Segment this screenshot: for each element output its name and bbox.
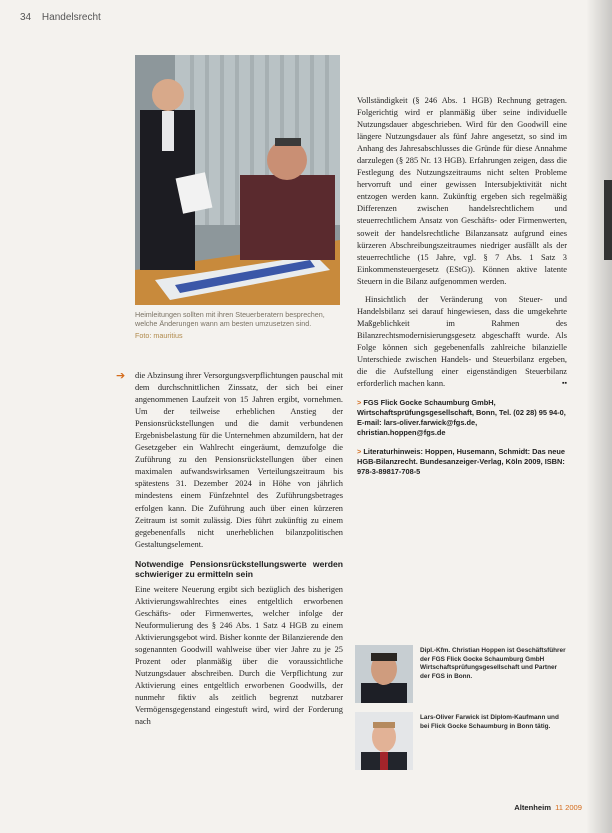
caption-text: Heimleitungen sollten mit ihren Steuerberatern besprechen, welche Änderungen wann am besten umzusetzen sind. xyxy=(135,310,325,329)
author-portrait xyxy=(355,645,413,703)
right-paragraph-2-text: Hinsichtlich der Veränderung von Steuer- und Handelsbilanz sei darauf hingewiesen, dass die umgekehrte Maßgeblichkeit im Rahmen des Bilanzrechtsmodernisierungsgesetz abgeschafft wurde. Als Folge können sich gegebenenfalls zahlreiche bilanzielle Unterschiede zwischen Handels- und Steuerbilanz ergeben, die die Aufstellung einer eigenständigen Steuerbilanz erforderlich machen kann. xyxy=(357,294,567,389)
photo-credit: Foto: mauritius xyxy=(135,330,183,340)
article-photo xyxy=(135,55,340,305)
right-paragraph-2 xyxy=(357,294,567,390)
literature-text: Literaturhinweis: Hoppen, Husemann, Schmidt: Das neue HGB-Bilanzrecht. Bundesanzeiger-Verlag, Köln 2009, ISBN: 978-3-89817-708-5 xyxy=(357,446,566,476)
contact-text: FGS Flick Gocke Schaumburg GmbH, Wirtschaftsprüfungsgesellschaft, Bonn, Tel. (02 28) 95 94-0, E-mail: lars-oliver.farwick@fgs.de, christian.hoppen@fgs.de xyxy=(357,398,566,438)
page-header xyxy=(20,12,101,23)
page-footer xyxy=(514,803,582,812)
bullet-marker: > xyxy=(357,398,362,408)
subheading: Notwendige Pensionsrückstellungswerte werden schwieriger zu ermitteln sein xyxy=(135,558,343,580)
author-box-hoppen xyxy=(355,645,570,703)
contact-note xyxy=(357,398,567,438)
bullet-marker: > xyxy=(357,446,362,456)
section-title: Handelsrecht xyxy=(41,12,101,23)
left-paragraph-2: Eine weitere Neuerung ergibt sich bezüglich des bisherigen Aktivierungswahlrechtes eines entgeltlich erworbenen Geschäfts- oder Firmenwertes, welcher infolge der Neuformulierung des § 246 Abs. 1 Satz 4 HGB zu einem Aktivierungsgebot wird. Bisher konnte der Bilanzierende den sogenannten Goodwill wahlweise über vier Jahre zu je 25 Prozent oder planmäßig über die voraussichtliche Nutzungsdauer abschreiben. Durch die Verpflichtung zur Aktivierung eines entgeltlich erworbenen Goodwills, der nunmehr fiktiv als zeitlich begrenzt nutzbarer Vermögensgegenstand eingestuft wird, wird der Forderung nach xyxy=(135,584,343,727)
author-bio: Dipl.-Kfm. Christian Hoppen ist Geschäftsführer der FGS Flick Gocke Schaumburg GmbH Wirtschaftsprüfungsgesellschaft und Partner der FGS in Bonn. xyxy=(420,647,566,680)
edge-tab-marker xyxy=(604,180,612,260)
right-column xyxy=(357,95,567,483)
issue-number: 11 2009 xyxy=(555,803,582,812)
magazine-name: Altenheim xyxy=(514,803,551,812)
end-mark: ▪▪ xyxy=(562,380,567,388)
author-box-farwick xyxy=(355,712,570,770)
author-portrait xyxy=(355,712,413,770)
left-column xyxy=(135,370,343,734)
continuation-arrow-icon: ➔ xyxy=(116,369,126,382)
binding-shadow xyxy=(586,0,612,833)
page-number: 34 xyxy=(20,12,32,23)
author-bio: Lars-Oliver Farwick ist Diplom-Kaufmann und bei Flick Gocke Schaumburg in Bonn tätig. xyxy=(420,714,559,730)
literature-note xyxy=(357,447,567,477)
left-paragraph-1: die Abzinsung ihrer Versorgungsverpflichtungen pauschal mit dem durchschnittlichen Zinssatz, der sich bei einer angenommenen Laufzeit von 15 Jahren ergibt, vornehmen. Um der teilweise erheblichen Anstieg der Pensionsrückstellungen und die damit verbundenen Ergebnisbelastung für die Unternehmen abzumildern, hat der Gesetzgeber ein Wahlrecht eingeräumt, demzufolge die Zuführung zu den Pensionsrückstellungen über einen maximalen aufwandswirksamen Verteilungszeitraum bis spätestens 31. Dezember 2024 in Höhe von jährlich mindestens einem Fünfzehntel des Zuführungsbetrages erfolgen kann. Die Zuführung auch über einen kürzeren Zeitraum ist somit zulässig. Dies führt zukünftig zu einem gegebenenfalls nicht unerheblichen bilanzpolitischen Gestaltungselement. xyxy=(135,371,343,549)
photo-caption xyxy=(135,310,345,340)
right-paragraph-1: Vollständigkeit (§ 246 Abs. 1 HGB) Rechnung getragen. Folgerichtig wird er planmäßig über seine individuelle Nutzungsdauer abgeschrieben. Wird für den Goodwill eine längere Nutzungsdauer als fünf Jahre angesetzt, so sind im Anhang des Jahresabschlusses die Gründe für diese Annahme darzulegen (§ 285 Nr. 13 HGB). Erfahrungen zeigen, dass die Festlegung des Nutzungszeitraums nicht selten Probleme hervorruft und einer gewissen Intersubjektivität nicht entzogen werden kann. Zukünftig ergeben sich regelmäßig Differenzen zwischen handelsrechtlichem und steuerrechtlichem Ansatz von Geschäfts- oder Firmenwerten, soweit der handelsrechtliche Bilanzansatz aufgrund eines kürzeren Abschreibungszeitraumes niedriger ausfällt als der steuerrechtliche (15 Jahre, vgl. § 7 Abs. 1 Satz 3 Einkommensteuergesetz (EStG)). Können aktive latente Steuern in die Bilanz aufgenommen werden. xyxy=(357,96,567,286)
